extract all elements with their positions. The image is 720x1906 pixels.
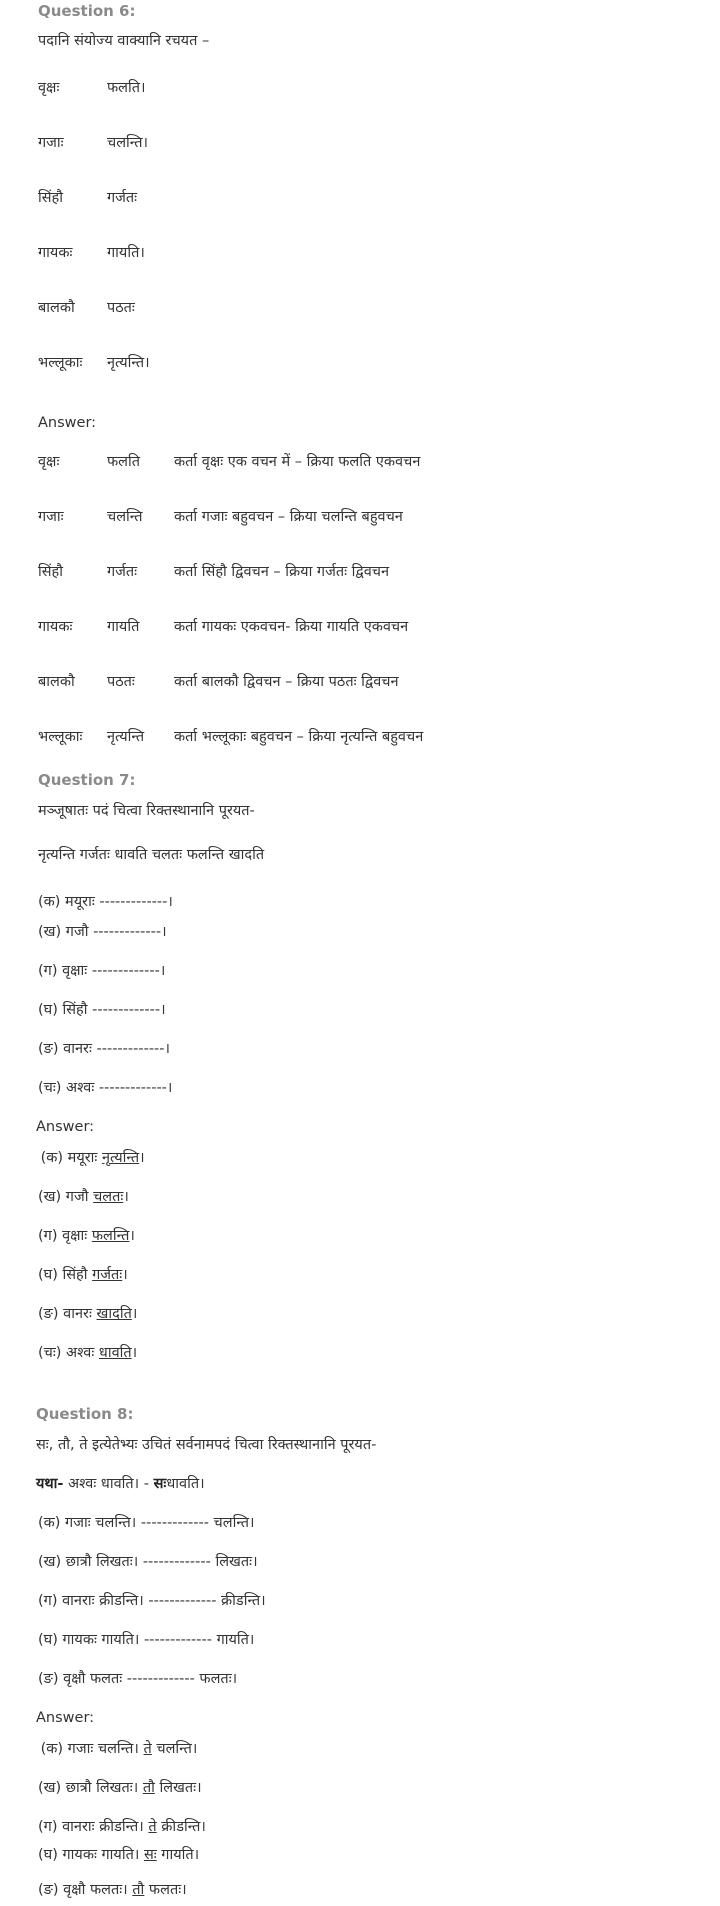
- answer-word: ते: [148, 1819, 157, 1835]
- example-rest: धावति।: [166, 1476, 205, 1492]
- list-item: [38, 1779, 202, 1797]
- question-8-example: [36, 1475, 205, 1493]
- list-item: [38, 1881, 187, 1899]
- pair-verb: पठतः: [107, 300, 135, 316]
- list-item: [38, 1305, 137, 1323]
- list-item: [38, 1846, 199, 1864]
- answer-verb: नृत्यन्ति: [107, 729, 145, 745]
- question-6-title: Question 6:: [38, 2, 136, 20]
- question-7-answer-label: Answer:: [36, 1119, 95, 1135]
- answer-suffix: लिखतः।: [154, 1780, 202, 1796]
- list-item: (ङ) वृक्षौ फलतः ------------- फलतः।: [38, 1671, 238, 1687]
- list-item: (ङ) वानरः -------------।: [38, 1041, 171, 1057]
- pair-subject: वृक्षः: [38, 80, 60, 96]
- answer-word: तौ: [142, 1780, 155, 1796]
- answer-prefix: (ख) छात्रौ लिखतः।: [38, 1780, 143, 1796]
- pair-subject: बालकौ: [38, 300, 75, 316]
- answer-explanation: कर्ता बालकौ द्विवचन – क्रिया पठतः द्विवचन: [174, 674, 399, 690]
- example-text: अश्वः धावति। -: [63, 1476, 154, 1492]
- answer-word: नृत्यन्ति: [101, 1150, 140, 1166]
- list-item: [36, 1149, 145, 1167]
- list-item: [38, 1188, 129, 1206]
- question-6-instruction: पदानि संयोज्य वाक्यानि रचयत –: [38, 33, 210, 49]
- answer-explanation: कर्ता सिंहौ द्विवचन – क्रिया गर्जतः द्विवचन: [174, 564, 390, 580]
- answer-suffix: ।: [129, 1228, 135, 1244]
- answer-prefix: (क) गजाः चलन्ति।: [36, 1741, 144, 1757]
- answer-word: ते: [143, 1741, 152, 1757]
- pair-subject: गजाः: [38, 135, 64, 151]
- list-item: (ग) वृक्षाः -------------।: [38, 963, 166, 979]
- answer-prefix: (ङ) वृक्षौ फलतः।: [38, 1882, 133, 1898]
- list-item: [38, 1227, 135, 1245]
- answer-suffix: ।: [122, 1267, 128, 1283]
- question-8-instruction: सः, तौ, ते इत्येतेभ्यः उचितं सर्वनामपदं चित्वा रिक्तस्थानानि पूरयत-: [36, 1437, 377, 1453]
- pair-verb: फलति।: [107, 80, 146, 96]
- answer-word: तौ: [132, 1882, 145, 1898]
- list-item: (घ) सिंहौ -------------।: [38, 1002, 166, 1018]
- pair-subject: सिंहौ: [38, 190, 64, 206]
- answer-suffix: ।: [139, 1150, 145, 1166]
- answer-suffix: गायति।: [156, 1847, 200, 1863]
- list-item: (क) मयूराः -------------।: [38, 894, 173, 910]
- question-8-answer-label: Answer:: [36, 1710, 95, 1726]
- answer-suffix: फलतः।: [144, 1882, 187, 1898]
- answer-prefix: (क) मयूराः: [36, 1150, 102, 1166]
- answer-word: फलन्ति: [91, 1228, 130, 1244]
- answer-explanation: कर्ता गजाः बहुवचन – क्रिया चलन्ति बहुवचन: [174, 509, 403, 525]
- answer-verb: गर्जतः: [107, 564, 138, 580]
- answer-prefix: (घ) सिंहौ: [38, 1267, 93, 1283]
- answer-suffix: चलन्ति।: [151, 1741, 198, 1757]
- answer-verb: चलन्ति: [107, 509, 143, 525]
- answer-prefix: (ग) वानराः क्रीडन्ति।: [38, 1819, 149, 1835]
- answer-suffix: ।: [131, 1345, 138, 1361]
- list-item: (ख) गजौ -------------।: [38, 924, 167, 940]
- answer-subject: बालकौ: [38, 674, 75, 690]
- answer-verb: फलति: [107, 454, 141, 470]
- pair-subject: भल्लूकाः: [38, 355, 83, 371]
- answer-verb: गायति: [107, 619, 140, 635]
- list-item: [38, 1818, 206, 1836]
- answer-subject: सिंहौ: [38, 564, 64, 580]
- question-7-word-box: नृत्यन्ति गर्जतः धावति चलतः फलन्ति खादति: [38, 847, 265, 863]
- answer-explanation: कर्ता भल्लूकाः बहुवचन – क्रिया नृत्यन्ति बहुवचन: [174, 729, 424, 745]
- answer-prefix: (चः) अश्वः: [38, 1345, 99, 1361]
- answer-prefix: (ख) गजौ: [38, 1189, 94, 1205]
- question-6-answer-label: Answer:: [38, 415, 97, 431]
- question-7-instruction: मञ्जूषातः पदं चित्वा रिक्तस्थानानि पूरयत-: [38, 803, 255, 819]
- list-item: (चः) अश्वः -------------।: [38, 1080, 173, 1096]
- answer-subject: भल्लूकाः: [38, 729, 83, 745]
- answer-word: गर्जतः: [92, 1267, 123, 1283]
- answer-suffix: ।: [131, 1306, 138, 1322]
- answer-prefix: (ग) वृक्षाः: [38, 1228, 92, 1244]
- answer-subject: गायकः: [38, 619, 73, 635]
- list-item: (ग) वानराः क्रीडन्ति। ------------- क्रीडन्ति।: [38, 1593, 266, 1609]
- list-item: (क) गजाः चलन्ति। ------------- चलन्ति।: [38, 1515, 255, 1531]
- list-item: [38, 1344, 137, 1362]
- pair-verb: गर्जतः: [107, 190, 138, 206]
- example-pronoun: सः: [153, 1476, 167, 1492]
- answer-suffix: ।: [123, 1189, 129, 1205]
- question-7-title: Question 7:: [38, 771, 136, 789]
- answer-subject: गजाः: [38, 509, 64, 525]
- answer-word: खादति: [96, 1306, 132, 1322]
- pair-subject: गायकः: [38, 245, 73, 261]
- pair-verb: चलन्ति।: [107, 135, 149, 151]
- pair-verb: नृत्यन्ति।: [107, 355, 150, 371]
- question-8-title: Question 8:: [36, 1405, 134, 1423]
- answer-suffix: क्रीडन्ति।: [156, 1819, 206, 1835]
- answer-verb: पठतः: [107, 674, 135, 690]
- answer-prefix: (घ) गायकः गायति।: [38, 1847, 144, 1863]
- list-item: [36, 1740, 197, 1758]
- pair-verb: गायति।: [107, 245, 145, 261]
- list-item: [38, 1266, 128, 1284]
- list-item: (घ) गायकः गायति। ------------- गायति।: [38, 1632, 255, 1648]
- answer-word: चलतः: [93, 1189, 124, 1205]
- list-item: (ख) छात्रौ लिखतः। ------------- लिखतः।: [38, 1554, 258, 1570]
- answer-subject: वृक्षः: [38, 454, 60, 470]
- answer-word: सः: [143, 1847, 157, 1863]
- example-label: यथा-: [36, 1476, 64, 1492]
- answer-explanation: कर्ता वृक्षः एक वचन में – क्रिया फलति एकवचन: [174, 454, 421, 470]
- answer-prefix: (ङ) वानरः: [38, 1306, 97, 1322]
- answer-explanation: कर्ता गायकः एकवचन- क्रिया गायति एकवचन: [174, 619, 409, 635]
- answer-word: धावति: [98, 1345, 132, 1361]
